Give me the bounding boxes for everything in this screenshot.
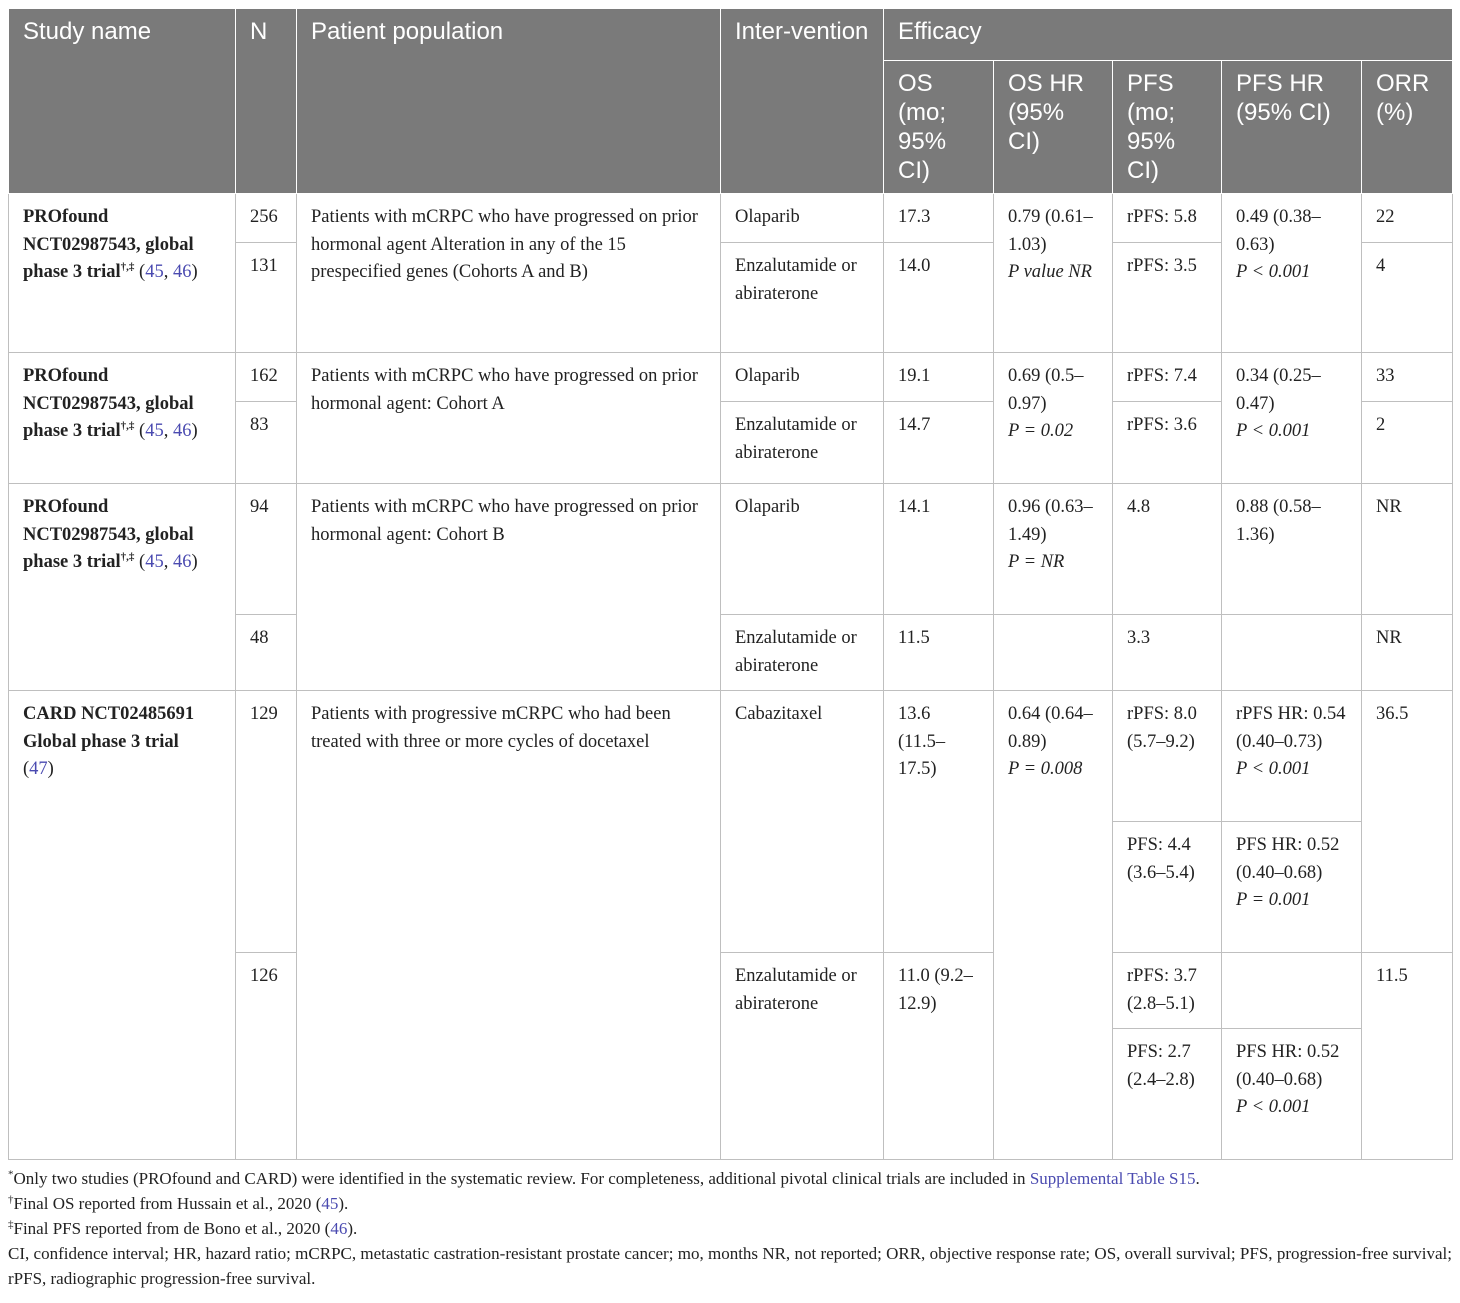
header-orr: ORR (%): [1362, 61, 1453, 194]
ref-link[interactable]: 46: [172, 552, 192, 572]
header-os-hr: OS HR (95% CI): [994, 61, 1113, 194]
footnote-mark: ‡: [8, 1218, 14, 1231]
pfs-hr-value: PFS HR: 0.52 (0.40–0.68): [1236, 1042, 1340, 1090]
os-hr-value: 0.69 (0.5–0.97): [1008, 366, 1084, 414]
os-hr-cell: [994, 484, 1113, 615]
pfs-cell: rPFS: 3.6: [1113, 402, 1222, 484]
os-cell: 14.7: [884, 402, 994, 484]
footnote-marks: †,‡: [120, 419, 135, 432]
footnote-abbreviations: CI, confidence interval; HR, hazard ratio; mCRPC, metastatic castration-resistant prostate cancer; mo, months NR, not reported; ORR, objective response rate; OS, overall survival; PFS, progression-free survival; rPFS, radiographic progression-free survival.: [8, 1244, 1452, 1288]
study-name: CARD NCT02485691 Global phase 3 trial: [23, 704, 195, 752]
pfs-hr-p: P < 0.001: [1236, 421, 1311, 441]
os-hr-cell: [994, 615, 1113, 691]
ref-link[interactable]: 45: [145, 421, 164, 441]
n-cell: 48: [236, 615, 297, 691]
study-name-cell: CARD NCT02485691 Global phase 3 trial (47): [9, 691, 236, 1160]
n-cell: 94: [236, 484, 297, 615]
efficacy-table: [8, 8, 1453, 1160]
os-cell: 11.0 (9.2–12.9): [884, 953, 994, 1160]
header-efficacy: Efficacy: [884, 9, 1453, 61]
pfs-cell: PFS: 4.4 (3.6–5.4): [1113, 822, 1222, 953]
study-name-cell: PROfound NCT02987543, global phase 3 trial†,‡ (45, 46): [9, 484, 236, 691]
study-name: PROfound NCT02987543, global phase 3 trial: [23, 207, 194, 282]
n-cell: 83: [236, 402, 297, 484]
os-hr-p: P = NR: [1008, 552, 1065, 572]
footnote-marks: †,‡: [120, 260, 135, 273]
intervention-cell: Enzalutamide or abiraterone: [721, 243, 884, 353]
os-hr-value: 0.96 (0.63–1.49): [1008, 497, 1093, 545]
os-hr-value: 0.64 (0.64–0.89): [1008, 704, 1093, 752]
pfs-hr-p: P < 0.001: [1236, 759, 1311, 779]
header-pfs-hr: PFS HR (95% CI): [1222, 61, 1362, 194]
study-name-cell: PROfound NCT02987543, global phase 3 trial†,‡ (45, 46): [9, 353, 236, 484]
n-cell: 256: [236, 194, 297, 243]
pfs-hr-value: 0.49 (0.38–0.63): [1236, 207, 1321, 255]
study-name: PROfound NCT02987543, global phase 3 trial: [23, 497, 194, 572]
orr-cell: 33: [1362, 353, 1453, 402]
footnote-double-dagger: ‡Final PFS reported from de Bono et al., 2020 (46).: [8, 1218, 358, 1238]
footnote-dagger: †Final OS reported from Hussain et al., 2020 (45).: [8, 1193, 349, 1213]
ref-link[interactable]: 45: [145, 262, 164, 282]
os-hr-cell: [994, 353, 1113, 484]
os-cell: 17.3: [884, 194, 994, 243]
orr-cell: 2: [1362, 402, 1453, 484]
footnote-text: Only two studies (PROfound and CARD) were identified in the systematic review. For completeness, additional pivotal clinical trials are included in: [13, 1169, 1026, 1188]
ref-link[interactable]: 47: [29, 759, 48, 779]
orr-cell: 22: [1362, 194, 1453, 243]
pfs-cell: rPFS: 3.7 (2.8–5.1): [1113, 953, 1222, 1029]
orr-cell: 11.5: [1362, 953, 1453, 1160]
footnote-mark: *: [8, 1168, 14, 1181]
pfs-hr-p: P = 0.001: [1236, 890, 1311, 910]
os-hr-p: P value NR: [1008, 262, 1092, 282]
intervention-cell: Olaparib: [721, 194, 884, 243]
os-hr-cell: [994, 691, 1113, 1160]
footnote-text: Final OS reported from Hussain et al., 2020: [13, 1194, 312, 1213]
orr-cell: 4: [1362, 243, 1453, 353]
pfs-hr-cell: [1222, 615, 1362, 691]
os-cell: 14.1: [884, 484, 994, 615]
pfs-hr-cell: [1222, 1029, 1362, 1160]
orr-cell: NR: [1362, 615, 1453, 691]
os-hr-cell: [994, 194, 1113, 353]
n-cell: 162: [236, 353, 297, 402]
intervention-cell: Enzalutamide or abiraterone: [721, 615, 884, 691]
table-row: [9, 194, 1453, 243]
table-row: [9, 691, 1453, 822]
pfs-hr-cell: [1222, 691, 1362, 822]
header-study-name: Study name: [9, 9, 236, 194]
ref-link[interactable]: 46: [172, 421, 192, 441]
pfs-hr-p: P < 0.001: [1236, 262, 1311, 282]
pfs-cell: PFS: 2.7 (2.4–2.8): [1113, 1029, 1222, 1160]
pfs-hr-cell: [1222, 953, 1362, 1029]
os-cell: 14.0: [884, 243, 994, 353]
pfs-hr-cell: [1222, 353, 1362, 484]
os-hr-value: 0.79 (0.61–1.03): [1008, 207, 1093, 255]
population-cell: Patients with mCRPC who have progressed on prior hormonal agent Alteration in any of the 15 prespecified genes (Cohorts A and B): [297, 194, 721, 353]
n-cell: 131: [236, 243, 297, 353]
orr-cell: 36.5: [1362, 691, 1453, 953]
population-cell: Patients with mCRPC who have progressed on prior hormonal agent: Cohort A: [297, 353, 721, 484]
intervention-cell: Cabazitaxel: [721, 691, 884, 953]
header-os: OS (mo; 95% CI): [884, 61, 994, 194]
header-n: N: [236, 9, 297, 194]
pfs-hr-cell: [1222, 822, 1362, 953]
ref-link[interactable]: 46: [172, 262, 192, 282]
pfs-cell: rPFS: 5.8: [1113, 194, 1222, 243]
os-cell: 11.5: [884, 615, 994, 691]
n-cell: 126: [236, 953, 297, 1160]
os-hr-p: P = 0.008: [1008, 759, 1083, 779]
table-row: [9, 353, 1453, 402]
ref-link[interactable]: 45: [145, 552, 164, 572]
pfs-cell: rPFS: 3.5: [1113, 243, 1222, 353]
intervention-cell: Enzalutamide or abiraterone: [721, 953, 884, 1160]
study-name-cell: PROfound NCT02987543, global phase 3 trial†,‡ (45, 46): [9, 194, 236, 353]
footnote-mark: †: [8, 1193, 14, 1206]
footnote-text: Final PFS reported from de Bono et al., 2020: [13, 1219, 321, 1238]
table-container: [8, 8, 1452, 1291]
footnote-star: *Only two studies (PROfound and CARD) were identified in the systematic review. For completeness, additional pivotal clinical trials are included in Supplemental Table S15.: [8, 1168, 1200, 1188]
study-name: PROfound NCT02987543, global phase 3 trial: [23, 366, 194, 441]
pfs-hr-value: 0.34 (0.25–0.47): [1236, 366, 1321, 414]
population-cell: Patients with progressive mCRPC who had been treated with three or more cycles of docetaxel: [297, 691, 721, 1160]
header-patient-population: Patient population: [297, 9, 721, 194]
pfs-cell: rPFS: 7.4: [1113, 353, 1222, 402]
pfs-cell: 3.3: [1113, 615, 1222, 691]
header-pfs: PFS (mo; 95% CI): [1113, 61, 1222, 194]
pfs-hr-cell: 0.88 (0.58–1.36): [1222, 484, 1362, 615]
pfs-hr-value: rPFS HR: 0.54 (0.40–0.73): [1236, 704, 1346, 752]
table-footnotes: [8, 1166, 1452, 1291]
pfs-cell: 4.8: [1113, 484, 1222, 615]
intervention-cell: Olaparib: [721, 353, 884, 402]
os-cell: 13.6 (11.5–17.5): [884, 691, 994, 953]
header-intervention: Inter-vention: [721, 9, 884, 194]
os-hr-p: P = 0.02: [1008, 421, 1074, 441]
n-cell: 129: [236, 691, 297, 953]
pfs-hr-value: PFS HR: 0.52 (0.40–0.68): [1236, 835, 1340, 883]
population-cell: Patients with mCRPC who have progressed on prior hormonal agent: Cohort B: [297, 484, 721, 691]
pfs-hr-p: P < 0.001: [1236, 1097, 1311, 1117]
pfs-cell: rPFS: 8.0 (5.7–9.2): [1113, 691, 1222, 822]
ref-link[interactable]: 46: [330, 1219, 348, 1238]
intervention-cell: Enzalutamide or abiraterone: [721, 402, 884, 484]
os-cell: 19.1: [884, 353, 994, 402]
pfs-hr-cell: [1222, 194, 1362, 353]
footnote-marks: †,‡: [120, 550, 135, 563]
supplemental-table-link[interactable]: Supplemental Table S15: [1029, 1169, 1196, 1188]
orr-cell: NR: [1362, 484, 1453, 615]
table-row: [9, 484, 1453, 615]
ref-link[interactable]: 45: [321, 1194, 339, 1213]
intervention-cell: Olaparib: [721, 484, 884, 615]
